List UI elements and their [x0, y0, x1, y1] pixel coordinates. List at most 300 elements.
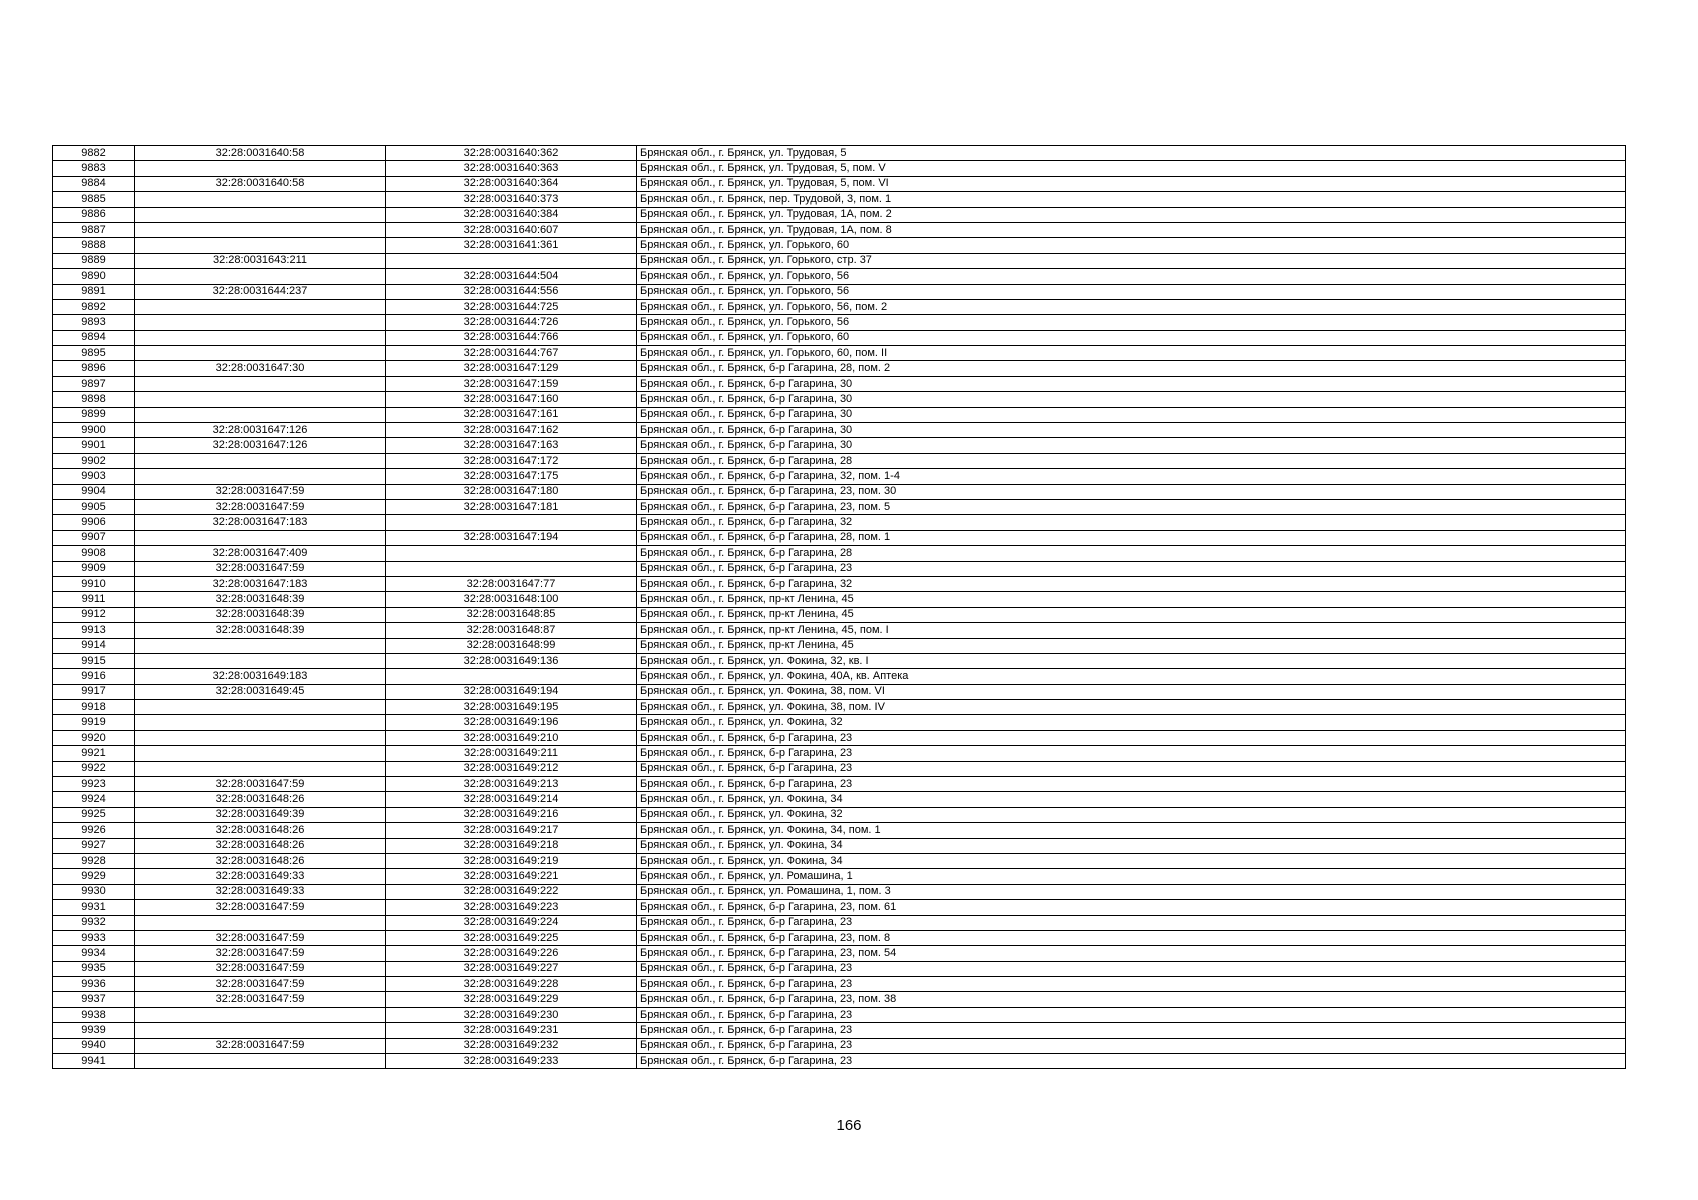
object-cadastral-number-cell: 32:28:0031644:726	[386, 315, 637, 330]
object-cadastral-number-cell: 32:28:0031649:194	[386, 684, 637, 699]
object-cadastral-number-cell: 32:28:0031649:231	[386, 1023, 637, 1038]
parcel-cadastral-number-cell	[135, 392, 386, 407]
parcel-cadastral-number-cell: 32:28:0031648:26	[135, 853, 386, 868]
table-row	[53, 592, 1626, 607]
parcel-cadastral-number-cell: 32:28:0031647:59	[135, 499, 386, 514]
parcel-cadastral-number-cell	[135, 192, 386, 207]
object-cadastral-number-cell: 32:28:0031649:195	[386, 700, 637, 715]
object-cadastral-number-cell: 32:28:0031644:556	[386, 284, 637, 299]
parcel-cadastral-number-cell: 32:28:0031649:39	[135, 807, 386, 822]
object-cadastral-number-cell	[386, 561, 637, 576]
table-row	[53, 346, 1626, 361]
object-cadastral-number-cell: 32:28:0031640:384	[386, 207, 637, 222]
table-row	[53, 792, 1626, 807]
row-number-cell: 9907	[53, 530, 135, 545]
parcel-cadastral-number-cell	[135, 207, 386, 222]
parcel-cadastral-number-cell: 32:28:0031649:33	[135, 884, 386, 899]
table-row	[53, 669, 1626, 684]
address-cell: Брянская обл., г. Брянск, б-р Гагарина, 23	[637, 915, 1626, 930]
parcel-cadastral-number-cell	[135, 1023, 386, 1038]
address-cell: Брянская обл., г. Брянск, ул. Фокина, 34	[637, 853, 1626, 868]
row-number-cell: 9915	[53, 653, 135, 668]
parcel-cadastral-number-cell	[135, 761, 386, 776]
object-cadastral-number-cell: 32:28:0031649:217	[386, 823, 637, 838]
object-cadastral-number-cell: 32:28:0031640:364	[386, 176, 637, 191]
row-number-cell: 9888	[53, 238, 135, 253]
table-row	[53, 238, 1626, 253]
object-cadastral-number-cell	[386, 253, 637, 268]
table-row	[53, 992, 1626, 1007]
row-number-cell: 9908	[53, 546, 135, 561]
address-cell: Брянская обл., г. Брянск, пр-кт Ленина, 45, пом. I	[637, 623, 1626, 638]
address-cell: Брянская обл., г. Брянск, б-р Гагарина, 23	[637, 1054, 1626, 1069]
object-cadastral-number-cell	[386, 546, 637, 561]
row-number-cell: 9882	[53, 146, 135, 161]
table-row	[53, 269, 1626, 284]
row-number-cell: 9899	[53, 407, 135, 422]
address-cell: Брянская обл., г. Брянск, б-р Гагарина, 30	[637, 392, 1626, 407]
address-cell: Брянская обл., г. Брянск, пер. Трудовой, 3, пом. 1	[637, 192, 1626, 207]
row-number-cell: 9889	[53, 253, 135, 268]
address-cell: Брянская обл., г. Брянск, ул. Фокина, 40А, кв. Аптека	[637, 669, 1626, 684]
object-cadastral-number-cell: 32:28:0031649:216	[386, 807, 637, 822]
table-row	[53, 869, 1626, 884]
object-cadastral-number-cell: 32:28:0031649:212	[386, 761, 637, 776]
address-cell: Брянская обл., г. Брянск, б-р Гагарина, 23	[637, 977, 1626, 992]
parcel-cadastral-number-cell: 32:28:0031647:59	[135, 946, 386, 961]
parcel-cadastral-number-cell: 32:28:0031647:59	[135, 1038, 386, 1053]
table-row	[53, 453, 1626, 468]
page-number: 166	[836, 1117, 862, 1134]
row-number-cell: 9936	[53, 977, 135, 992]
parcel-cadastral-number-cell: 32:28:0031647:183	[135, 576, 386, 591]
parcel-cadastral-number-cell: 32:28:0031648:39	[135, 592, 386, 607]
object-cadastral-number-cell: 32:28:0031647:163	[386, 438, 637, 453]
object-cadastral-number-cell: 32:28:0031640:373	[386, 192, 637, 207]
address-cell: Брянская обл., г. Брянск, б-р Гагарина, 23	[637, 561, 1626, 576]
parcel-cadastral-number-cell	[135, 1007, 386, 1022]
address-cell: Брянская обл., г. Брянск, ул. Трудовая, 5	[637, 146, 1626, 161]
address-cell: Брянская обл., г. Брянск, ул. Горького, 60	[637, 330, 1626, 345]
row-number-cell: 9933	[53, 930, 135, 945]
object-cadastral-number-cell: 32:28:0031647:180	[386, 484, 637, 499]
address-cell: Брянская обл., г. Брянск, ул. Ромашина, 1, пом. 3	[637, 884, 1626, 899]
row-number-cell: 9940	[53, 1038, 135, 1053]
row-number-cell: 9887	[53, 222, 135, 237]
row-number-cell: 9918	[53, 700, 135, 715]
object-cadastral-number-cell: 32:28:0031648:100	[386, 592, 637, 607]
object-cadastral-number-cell: 32:28:0031648:87	[386, 623, 637, 638]
object-cadastral-number-cell: 32:28:0031647:129	[386, 361, 637, 376]
parcel-cadastral-number-cell	[135, 915, 386, 930]
parcel-cadastral-number-cell: 32:28:0031643:211	[135, 253, 386, 268]
address-cell: Брянская обл., г. Брянск, б-р Гагарина, 23	[637, 730, 1626, 745]
object-cadastral-number-cell: 32:28:0031649:222	[386, 884, 637, 899]
parcel-cadastral-number-cell	[135, 238, 386, 253]
object-cadastral-number-cell: 32:28:0031641:361	[386, 238, 637, 253]
table-row	[53, 1023, 1626, 1038]
row-number-cell: 9932	[53, 915, 135, 930]
row-number-cell: 9928	[53, 853, 135, 868]
parcel-cadastral-number-cell	[135, 638, 386, 653]
table-row	[53, 330, 1626, 345]
object-cadastral-number-cell: 32:28:0031647:160	[386, 392, 637, 407]
row-number-cell: 9902	[53, 453, 135, 468]
table-row	[53, 807, 1626, 822]
table-row	[53, 499, 1626, 514]
row-number-cell: 9937	[53, 992, 135, 1007]
address-cell: Брянская обл., г. Брянск, б-р Гагарина, 23	[637, 961, 1626, 976]
address-cell: Брянская обл., г. Брянск, ул. Фокина, 34, пом. 1	[637, 823, 1626, 838]
parcel-cadastral-number-cell	[135, 1054, 386, 1069]
table-row	[53, 438, 1626, 453]
table-row	[53, 484, 1626, 499]
row-number-cell: 9895	[53, 346, 135, 361]
row-number-cell: 9927	[53, 838, 135, 853]
address-cell: Брянская обл., г. Брянск, б-р Гагарина, 23, пом. 38	[637, 992, 1626, 1007]
address-cell: Брянская обл., г. Брянск, б-р Гагарина, 28, пом. 2	[637, 361, 1626, 376]
row-number-cell: 9891	[53, 284, 135, 299]
address-cell: Брянская обл., г. Брянск, б-р Гагарина, 30	[637, 423, 1626, 438]
object-cadastral-number-cell: 32:28:0031649:225	[386, 930, 637, 945]
object-cadastral-number-cell: 32:28:0031644:767	[386, 346, 637, 361]
parcel-cadastral-number-cell: 32:28:0031648:26	[135, 792, 386, 807]
address-cell: Брянская обл., г. Брянск, б-р Гагарина, 23	[637, 746, 1626, 761]
parcel-cadastral-number-cell	[135, 222, 386, 237]
address-cell: Брянская обл., г. Брянск, ул. Фокина, 38, пом. IV	[637, 700, 1626, 715]
address-cell: Брянская обл., г. Брянск, ул. Горького, 56	[637, 284, 1626, 299]
table-row	[53, 930, 1626, 945]
object-cadastral-number-cell: 32:28:0031648:85	[386, 607, 637, 622]
row-number-cell: 9941	[53, 1054, 135, 1069]
address-cell: Брянская обл., г. Брянск, б-р Гагарина, 23, пом. 30	[637, 484, 1626, 499]
row-number-cell: 9913	[53, 623, 135, 638]
row-number-cell: 9884	[53, 176, 135, 191]
row-number-cell: 9921	[53, 746, 135, 761]
object-cadastral-number-cell: 32:28:0031644:766	[386, 330, 637, 345]
object-cadastral-number-cell	[386, 669, 637, 684]
object-cadastral-number-cell: 32:28:0031644:725	[386, 299, 637, 314]
address-cell: Брянская обл., г. Брянск, ул. Фокина, 34	[637, 792, 1626, 807]
object-cadastral-number-cell: 32:28:0031640:363	[386, 161, 637, 176]
object-cadastral-number-cell: 32:28:0031647:159	[386, 376, 637, 391]
table-row	[53, 761, 1626, 776]
parcel-cadastral-number-cell	[135, 299, 386, 314]
object-cadastral-number-cell: 32:28:0031649:229	[386, 992, 637, 1007]
object-cadastral-number-cell: 32:28:0031647:162	[386, 423, 637, 438]
address-cell: Брянская обл., г. Брянск, ул. Фокина, 34	[637, 838, 1626, 853]
parcel-cadastral-number-cell	[135, 730, 386, 745]
table-row	[53, 961, 1626, 976]
parcel-cadastral-number-cell	[135, 530, 386, 545]
table-row	[53, 1054, 1626, 1069]
registry-table	[52, 145, 1626, 1069]
address-cell: Брянская обл., г. Брянск, б-р Гагарина, 23, пом. 5	[637, 499, 1626, 514]
row-number-cell: 9919	[53, 715, 135, 730]
address-cell: Брянская обл., г. Брянск, б-р Гагарина, 23	[637, 1007, 1626, 1022]
object-cadastral-number-cell: 32:28:0031649:224	[386, 915, 637, 930]
object-cadastral-number-cell: 32:28:0031649:228	[386, 977, 637, 992]
table-row	[53, 977, 1626, 992]
row-number-cell: 9931	[53, 900, 135, 915]
table-row	[53, 315, 1626, 330]
table-row	[53, 576, 1626, 591]
object-cadastral-number-cell: 32:28:0031649:136	[386, 653, 637, 668]
object-cadastral-number-cell: 32:28:0031649:213	[386, 777, 637, 792]
table-row	[53, 176, 1626, 191]
object-cadastral-number-cell: 32:28:0031647:161	[386, 407, 637, 422]
table-row	[53, 853, 1626, 868]
object-cadastral-number-cell: 32:28:0031647:172	[386, 453, 637, 468]
parcel-cadastral-number-cell: 32:28:0031649:45	[135, 684, 386, 699]
parcel-cadastral-number-cell: 32:28:0031647:59	[135, 777, 386, 792]
address-cell: Брянская обл., г. Брянск, ул. Трудовая, 5, пом. V	[637, 161, 1626, 176]
row-number-cell: 9939	[53, 1023, 135, 1038]
table-row	[53, 192, 1626, 207]
table-row	[53, 638, 1626, 653]
parcel-cadastral-number-cell: 32:28:0031647:409	[135, 546, 386, 561]
object-cadastral-number-cell: 32:28:0031649:223	[386, 900, 637, 915]
object-cadastral-number-cell: 32:28:0031649:196	[386, 715, 637, 730]
parcel-cadastral-number-cell	[135, 653, 386, 668]
row-number-cell: 9883	[53, 161, 135, 176]
address-cell: Брянская обл., г. Брянск, б-р Гагарина, 28	[637, 546, 1626, 561]
object-cadastral-number-cell: 32:28:0031647:175	[386, 469, 637, 484]
parcel-cadastral-number-cell	[135, 469, 386, 484]
address-cell: Брянская обл., г. Брянск, ул. Трудовая, 5, пом. VI	[637, 176, 1626, 191]
parcel-cadastral-number-cell	[135, 376, 386, 391]
parcel-cadastral-number-cell: 32:28:0031647:183	[135, 515, 386, 530]
parcel-cadastral-number-cell: 32:28:0031648:39	[135, 607, 386, 622]
parcel-cadastral-number-cell: 32:28:0031648:39	[135, 623, 386, 638]
table-row	[53, 207, 1626, 222]
table-row	[53, 469, 1626, 484]
parcel-cadastral-number-cell: 32:28:0031647:59	[135, 930, 386, 945]
address-cell: Брянская обл., г. Брянск, б-р Гагарина, 30	[637, 376, 1626, 391]
address-cell: Брянская обл., г. Брянск, б-р Гагарина, 23	[637, 761, 1626, 776]
row-number-cell: 9922	[53, 761, 135, 776]
address-cell: Брянская обл., г. Брянск, пр-кт Ленина, 45	[637, 592, 1626, 607]
parcel-cadastral-number-cell	[135, 453, 386, 468]
row-number-cell: 9916	[53, 669, 135, 684]
row-number-cell: 9934	[53, 946, 135, 961]
parcel-cadastral-number-cell: 32:28:0031647:59	[135, 900, 386, 915]
table-row	[53, 884, 1626, 899]
address-cell: Брянская обл., г. Брянск, пр-кт Ленина, 45	[637, 638, 1626, 653]
object-cadastral-number-cell: 32:28:0031649:221	[386, 869, 637, 884]
parcel-cadastral-number-cell	[135, 715, 386, 730]
table-row	[53, 222, 1626, 237]
object-cadastral-number-cell: 32:28:0031649:226	[386, 946, 637, 961]
object-cadastral-number-cell: 32:28:0031649:210	[386, 730, 637, 745]
table-row	[53, 900, 1626, 915]
table-row	[53, 253, 1626, 268]
address-cell: Брянская обл., г. Брянск, ул. Горького, 60	[637, 238, 1626, 253]
parcel-cadastral-number-cell: 32:28:0031640:58	[135, 176, 386, 191]
table-row	[53, 915, 1626, 930]
address-cell: Брянская обл., г. Брянск, ул. Ромашина, 1	[637, 869, 1626, 884]
parcel-cadastral-number-cell: 32:28:0031647:30	[135, 361, 386, 376]
parcel-cadastral-number-cell: 32:28:0031649:33	[135, 869, 386, 884]
row-number-cell: 9926	[53, 823, 135, 838]
table-row	[53, 515, 1626, 530]
object-cadastral-number-cell: 32:28:0031649:219	[386, 853, 637, 868]
parcel-cadastral-number-cell	[135, 269, 386, 284]
row-number-cell: 9903	[53, 469, 135, 484]
table-row	[53, 715, 1626, 730]
address-cell: Брянская обл., г. Брянск, ул. Фокина, 32	[637, 807, 1626, 822]
registry-table-body	[53, 146, 1626, 1069]
table-row	[53, 700, 1626, 715]
address-cell: Брянская обл., г. Брянск, ул. Горького, 56	[637, 315, 1626, 330]
table-row	[53, 838, 1626, 853]
row-number-cell: 9896	[53, 361, 135, 376]
row-number-cell: 9886	[53, 207, 135, 222]
parcel-cadastral-number-cell	[135, 315, 386, 330]
table-row	[53, 361, 1626, 376]
parcel-cadastral-number-cell	[135, 407, 386, 422]
address-cell: Брянская обл., г. Брянск, б-р Гагарина, 23	[637, 1023, 1626, 1038]
address-cell: Брянская обл., г. Брянск, ул. Фокина, 38, пом. VI	[637, 684, 1626, 699]
table-row	[53, 684, 1626, 699]
table-row	[53, 1038, 1626, 1053]
table-row	[53, 392, 1626, 407]
row-number-cell: 9900	[53, 423, 135, 438]
address-cell: Брянская обл., г. Брянск, ул. Горького, 56	[637, 269, 1626, 284]
table-row	[53, 730, 1626, 745]
table-row	[53, 530, 1626, 545]
row-number-cell: 9924	[53, 792, 135, 807]
row-number-cell: 9930	[53, 884, 135, 899]
table-row	[53, 1007, 1626, 1022]
table-row	[53, 561, 1626, 576]
parcel-cadastral-number-cell	[135, 161, 386, 176]
row-number-cell: 9925	[53, 807, 135, 822]
row-number-cell: 9910	[53, 576, 135, 591]
table-row	[53, 623, 1626, 638]
address-cell: Брянская обл., г. Брянск, ул. Горького, 56, пом. 2	[637, 299, 1626, 314]
address-cell: Брянская обл., г. Брянск, ул. Горького, 60, пом. II	[637, 346, 1626, 361]
row-number-cell: 9893	[53, 315, 135, 330]
object-cadastral-number-cell: 32:28:0031649:211	[386, 746, 637, 761]
parcel-cadastral-number-cell	[135, 746, 386, 761]
parcel-cadastral-number-cell	[135, 700, 386, 715]
table-row	[53, 653, 1626, 668]
row-number-cell: 9938	[53, 1007, 135, 1022]
row-number-cell: 9909	[53, 561, 135, 576]
address-cell: Брянская обл., г. Брянск, ул. Горького, стр. 37	[637, 253, 1626, 268]
row-number-cell: 9912	[53, 607, 135, 622]
address-cell: Брянская обл., г. Брянск, б-р Гагарина, 30	[637, 407, 1626, 422]
object-cadastral-number-cell: 32:28:0031649:232	[386, 1038, 637, 1053]
object-cadastral-number-cell: 32:28:0031649:230	[386, 1007, 637, 1022]
table-row	[53, 777, 1626, 792]
row-number-cell: 9911	[53, 592, 135, 607]
row-number-cell: 9917	[53, 684, 135, 699]
row-number-cell: 9885	[53, 192, 135, 207]
table-row	[53, 284, 1626, 299]
row-number-cell: 9890	[53, 269, 135, 284]
parcel-cadastral-number-cell: 32:28:0031644:237	[135, 284, 386, 299]
address-cell: Брянская обл., г. Брянск, б-р Гагарина, 23	[637, 777, 1626, 792]
address-cell: Брянская обл., г. Брянск, ул. Фокина, 32	[637, 715, 1626, 730]
object-cadastral-number-cell: 32:28:0031647:77	[386, 576, 637, 591]
row-number-cell: 9898	[53, 392, 135, 407]
address-cell: Брянская обл., г. Брянск, б-р Гагарина, 23, пом. 8	[637, 930, 1626, 945]
object-cadastral-number-cell: 32:28:0031640:362	[386, 146, 637, 161]
row-number-cell: 9905	[53, 499, 135, 514]
object-cadastral-number-cell: 32:28:0031649:227	[386, 961, 637, 976]
table-row	[53, 407, 1626, 422]
parcel-cadastral-number-cell: 32:28:0031648:26	[135, 823, 386, 838]
parcel-cadastral-number-cell: 32:28:0031647:59	[135, 961, 386, 976]
row-number-cell: 9897	[53, 376, 135, 391]
table-row	[53, 746, 1626, 761]
parcel-cadastral-number-cell	[135, 346, 386, 361]
object-cadastral-number-cell: 32:28:0031648:99	[386, 638, 637, 653]
table-row	[53, 299, 1626, 314]
object-cadastral-number-cell: 32:28:0031644:504	[386, 269, 637, 284]
object-cadastral-number-cell: 32:28:0031647:194	[386, 530, 637, 545]
parcel-cadastral-number-cell: 32:28:0031647:59	[135, 992, 386, 1007]
address-cell: Брянская обл., г. Брянск, б-р Гагарина, 30	[637, 438, 1626, 453]
row-number-cell: 9935	[53, 961, 135, 976]
object-cadastral-number-cell	[386, 515, 637, 530]
row-number-cell: 9892	[53, 299, 135, 314]
table-row	[53, 823, 1626, 838]
parcel-cadastral-number-cell: 32:28:0031647:126	[135, 423, 386, 438]
row-number-cell: 9901	[53, 438, 135, 453]
row-number-cell: 9920	[53, 730, 135, 745]
address-cell: Брянская обл., г. Брянск, б-р Гагарина, 32	[637, 515, 1626, 530]
address-cell: Брянская обл., г. Брянск, ул. Трудовая, 1А, пом. 2	[637, 207, 1626, 222]
table-row	[53, 161, 1626, 176]
object-cadastral-number-cell: 32:28:0031640:607	[386, 222, 637, 237]
table-row	[53, 546, 1626, 561]
address-cell: Брянская обл., г. Брянск, б-р Гагарина, 23, пом. 61	[637, 900, 1626, 915]
table-row	[53, 146, 1626, 161]
address-cell: Брянская обл., г. Брянск, ул. Фокина, 32, кв. I	[637, 653, 1626, 668]
address-cell: Брянская обл., г. Брянск, ул. Трудовая, 1А, пом. 8	[637, 222, 1626, 237]
parcel-cadastral-number-cell: 32:28:0031647:59	[135, 977, 386, 992]
row-number-cell: 9894	[53, 330, 135, 345]
object-cadastral-number-cell: 32:28:0031649:214	[386, 792, 637, 807]
address-cell: Брянская обл., г. Брянск, пр-кт Ленина, 45	[637, 607, 1626, 622]
object-cadastral-number-cell: 32:28:0031649:233	[386, 1054, 637, 1069]
parcel-cadastral-number-cell: 32:28:0031647:126	[135, 438, 386, 453]
address-cell: Брянская обл., г. Брянск, б-р Гагарина, 32	[637, 576, 1626, 591]
table-row	[53, 607, 1626, 622]
address-cell: Брянская обл., г. Брянск, б-р Гагарина, 23, пом. 54	[637, 946, 1626, 961]
row-number-cell: 9923	[53, 777, 135, 792]
parcel-cadastral-number-cell: 32:28:0031649:183	[135, 669, 386, 684]
table-row	[53, 946, 1626, 961]
parcel-cadastral-number-cell: 32:28:0031640:58	[135, 146, 386, 161]
object-cadastral-number-cell: 32:28:0031647:181	[386, 499, 637, 514]
parcel-cadastral-number-cell	[135, 330, 386, 345]
table-row	[53, 376, 1626, 391]
parcel-cadastral-number-cell: 32:28:0031647:59	[135, 561, 386, 576]
table-row	[53, 423, 1626, 438]
address-cell: Брянская обл., г. Брянск, б-р Гагарина, 28	[637, 453, 1626, 468]
parcel-cadastral-number-cell: 32:28:0031647:59	[135, 484, 386, 499]
row-number-cell: 9906	[53, 515, 135, 530]
address-cell: Брянская обл., г. Брянск, б-р Гагарина, 23	[637, 1038, 1626, 1053]
row-number-cell: 9929	[53, 869, 135, 884]
address-cell: Брянская обл., г. Брянск, б-р Гагарина, 28, пом. 1	[637, 530, 1626, 545]
row-number-cell: 9914	[53, 638, 135, 653]
row-number-cell: 9904	[53, 484, 135, 499]
